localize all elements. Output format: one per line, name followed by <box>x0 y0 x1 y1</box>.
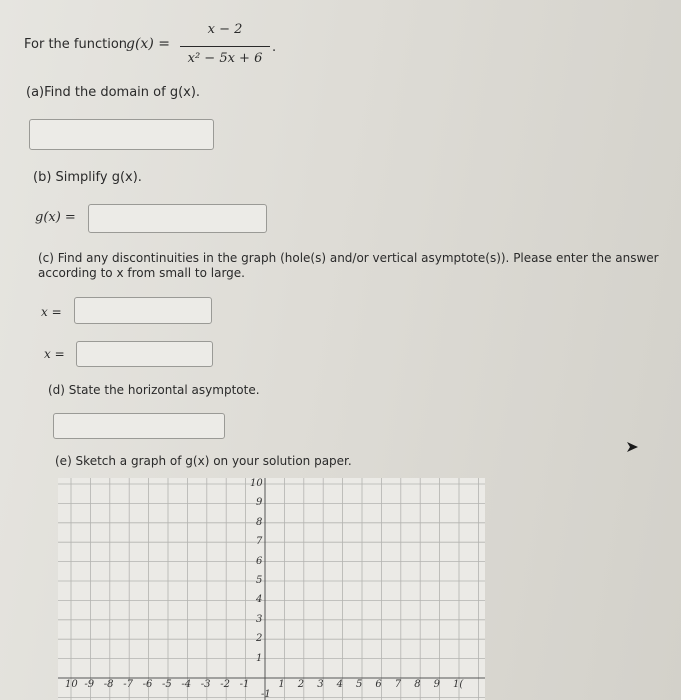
part-c-line1: (c) Find any discontinuities in the graph (hole(s) and/or vertical asymptote(s)). Please enter the answer <box>38 251 659 265</box>
discontinuity-1-label: x = <box>41 305 62 319</box>
x-tick-label: -6 <box>142 679 153 690</box>
x-tick-label: -5 <box>162 679 172 690</box>
simplify-lhs: g(x) = <box>35 210 76 225</box>
part-b-label: (b) Simplify g(x). <box>33 170 142 185</box>
y-tick-label: 5 <box>256 575 263 586</box>
x-tick-label: -4 <box>181 679 192 690</box>
y-tick-label: 3 <box>256 613 263 625</box>
intro-period: . <box>272 40 277 55</box>
simplify-answer-input[interactable] <box>88 204 267 233</box>
function-fraction <box>180 22 270 67</box>
x-tick-label: 4 <box>336 679 343 690</box>
x-tick-label: 9 <box>433 679 440 690</box>
graph-paper <box>58 478 485 700</box>
graph-grid <box>58 478 485 700</box>
part-a-label: (a)Find the domain of g(x). <box>26 85 201 100</box>
horizontal-asymptote-input[interactable] <box>53 413 225 439</box>
y-tick-label: 4 <box>256 594 263 606</box>
part-c-line2: according to x from small to large. <box>38 266 245 280</box>
x-tick-label: -2 <box>220 679 230 690</box>
y-tick-label: 7 <box>256 536 263 548</box>
x-tick-label: 1( <box>453 679 464 690</box>
y-tick-label: 9 <box>256 497 263 509</box>
y-tick-label: 8 <box>256 516 263 528</box>
domain-answer-input[interactable] <box>29 119 214 150</box>
intro-text: For the function <box>24 37 128 52</box>
x-tick-label: -3 <box>200 679 211 690</box>
x-tick-label: -9 <box>84 679 95 690</box>
x-tick-label: 8 <box>414 679 421 690</box>
x-tick-label: -8 <box>103 679 114 690</box>
y-tick-label: 1 <box>256 652 263 664</box>
discontinuity-2-input[interactable] <box>76 341 213 367</box>
y-tick-label: 2 <box>256 633 263 645</box>
y-tick-label: 10 <box>250 478 263 489</box>
x-tick-label: 3 <box>317 679 324 690</box>
part-d-label: (d) State the horizontal asymptote. <box>48 383 260 397</box>
x-tick-label: 6 <box>375 679 382 690</box>
discontinuity-2-label: x = <box>44 347 65 361</box>
fraction-bar <box>180 46 270 47</box>
x-tick-label: 2 <box>297 679 305 690</box>
x-tick-label: 10 <box>65 679 78 690</box>
fraction-denominator: x² − 5x + 6 <box>187 51 263 66</box>
x-tick-label: -1 <box>239 679 250 690</box>
discontinuity-1-input[interactable] <box>74 297 212 324</box>
function-lhs: g(x) = <box>126 36 170 52</box>
x-tick-label: -7 <box>123 679 133 690</box>
fraction-numerator: x − 2 <box>207 22 243 37</box>
x-tick-label: 1 <box>278 679 285 690</box>
mouse-cursor-icon <box>624 440 640 459</box>
y-tick-label: -1 <box>261 689 271 700</box>
y-tick-label: 6 <box>256 555 263 567</box>
x-tick-label: 7 <box>394 679 402 690</box>
x-tick-label: 5 <box>356 679 363 690</box>
part-e-label: (e) Sketch a graph of g(x) on your solution paper. <box>55 454 352 468</box>
